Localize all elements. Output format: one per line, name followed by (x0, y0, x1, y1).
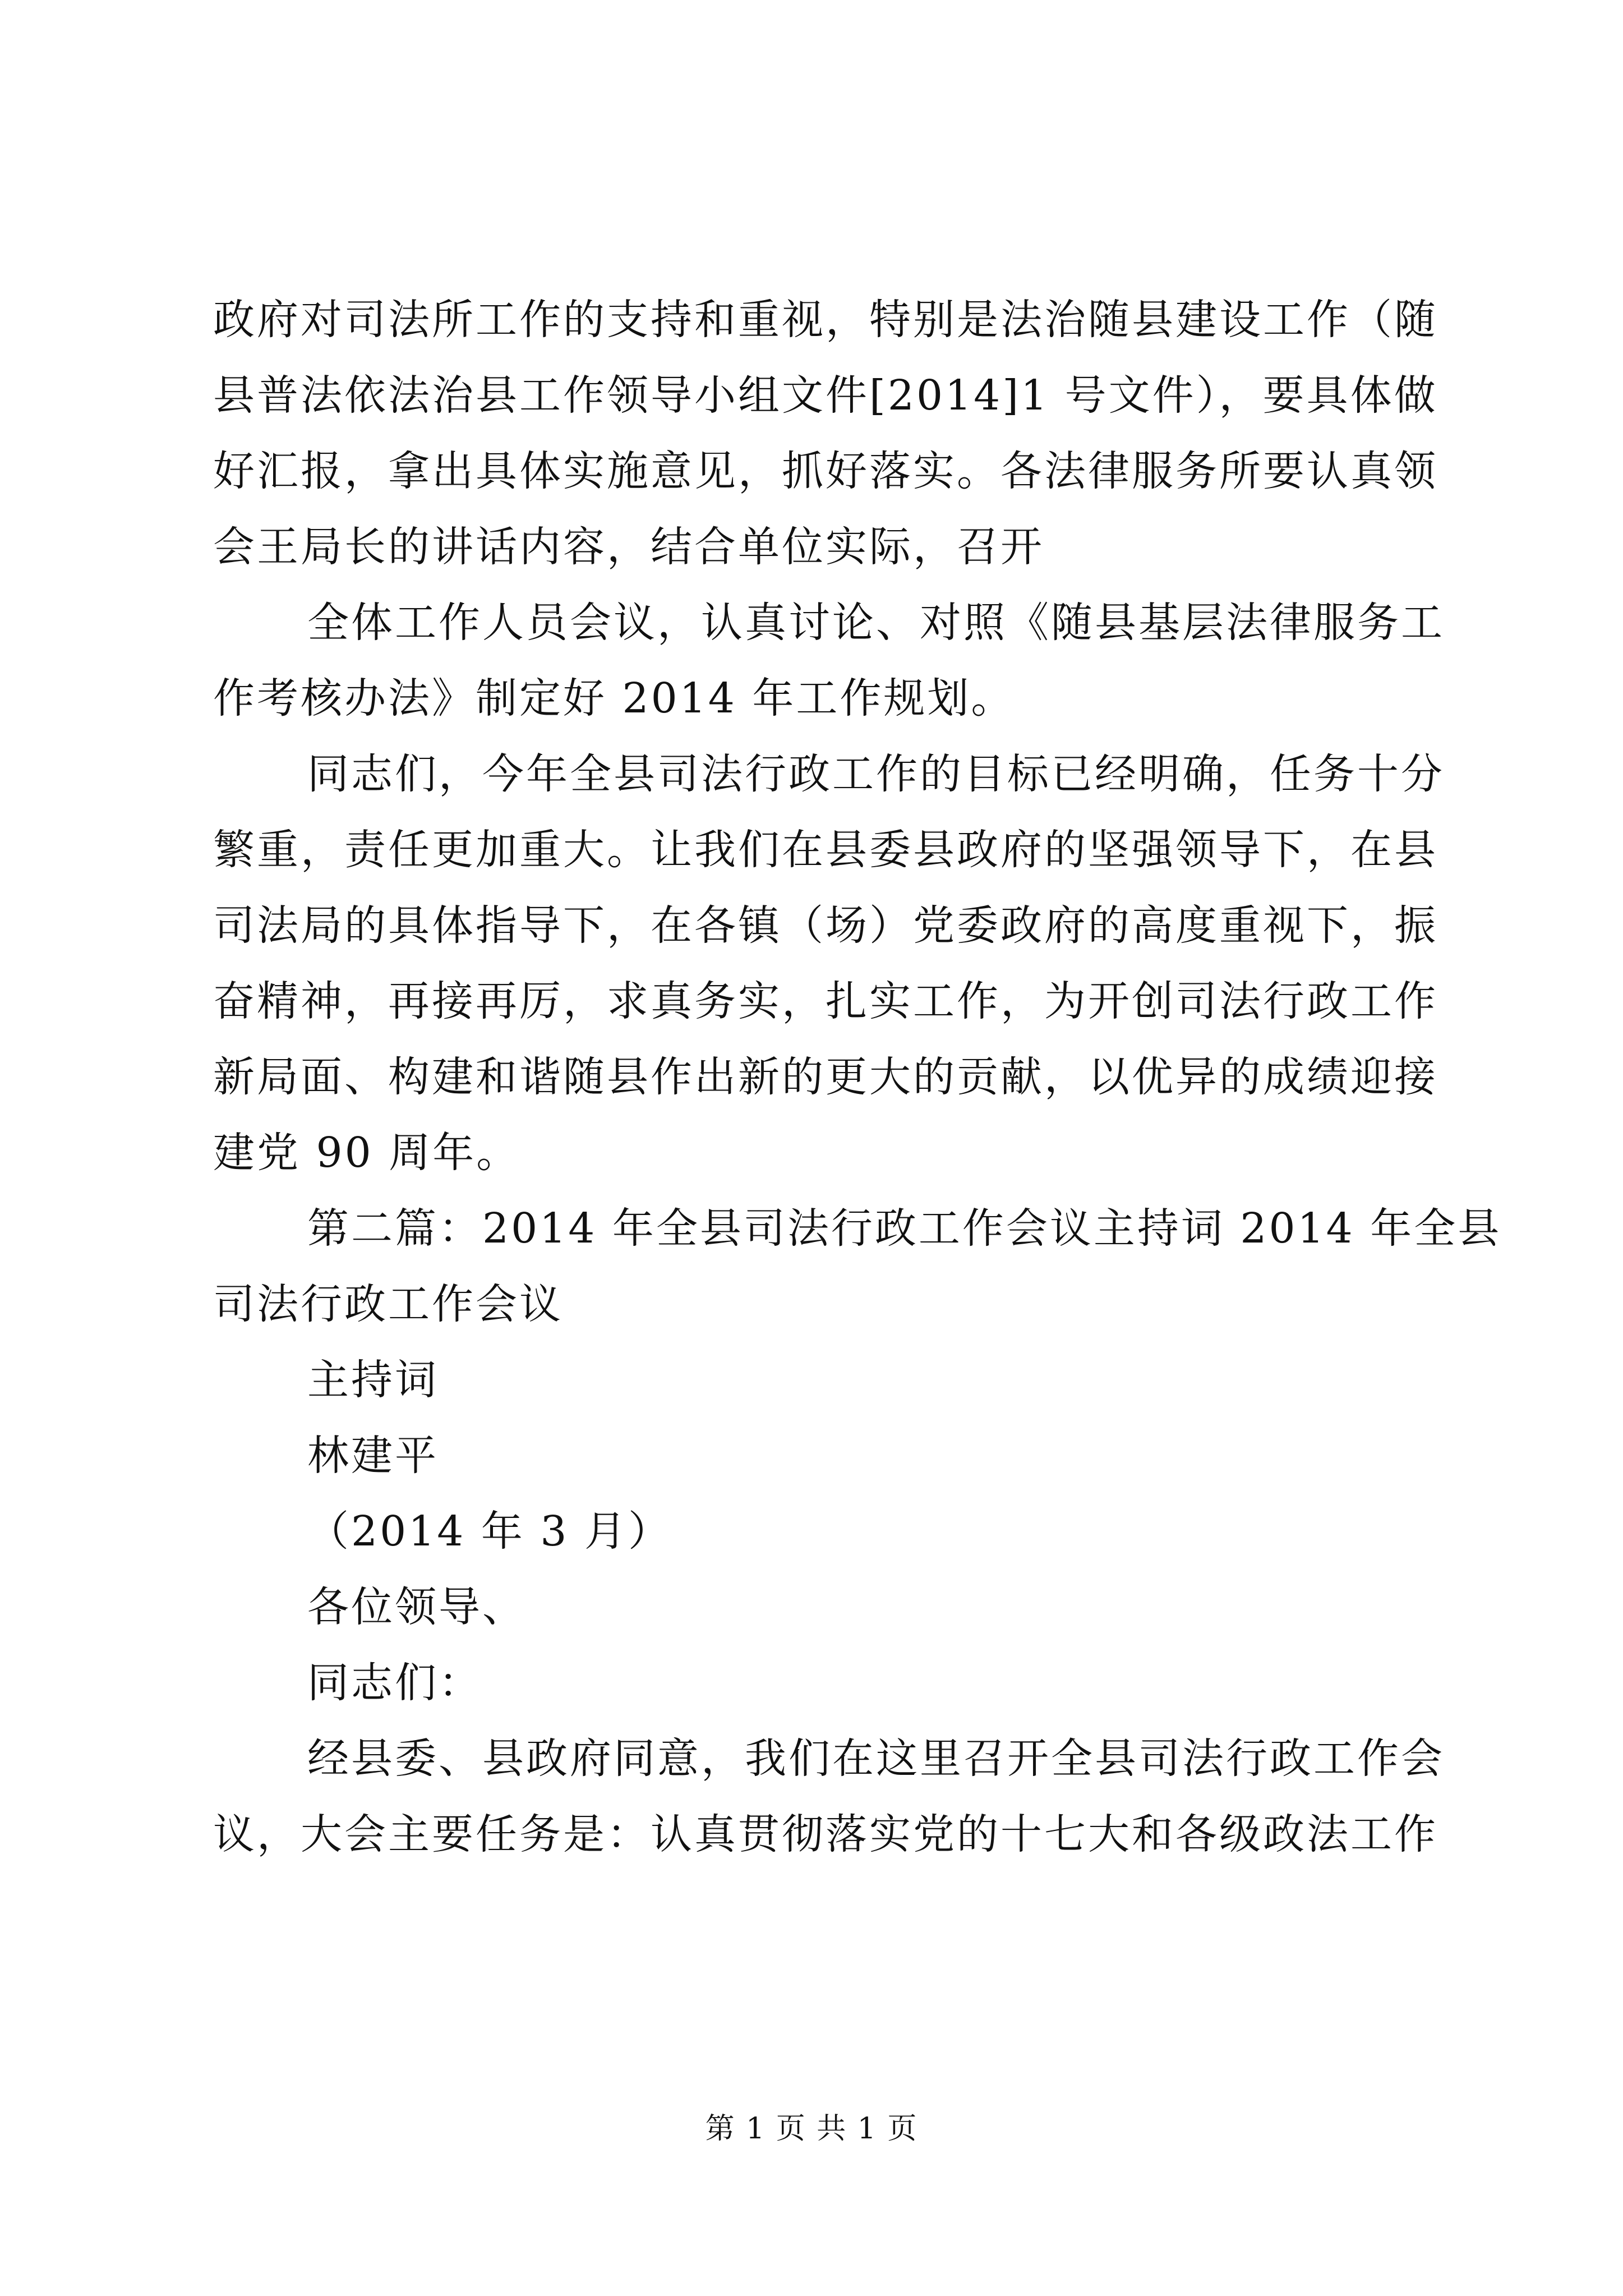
text-line: 奋精神，再接再厉，求真务实，扎实工作，为开创司法行政工作 (213, 977, 1438, 1025)
text-line: 建党 90 周年。 (213, 1129, 520, 1177)
text-line: 新局面、构建和谐随县作出新的更大的贡献，以优异的成绩迎接 (213, 1053, 1438, 1101)
salutation-line: 各位领导、 (307, 1583, 526, 1631)
text-line: 好汇报，拿出具体实施意见，抓好落实。各法律服务所要认真领 (213, 447, 1438, 495)
section-heading-line: 司法行政工作会议 (213, 1280, 563, 1328)
text-line: 作考核办法》制定好 2014 年工作规划。 (213, 674, 1015, 723)
text-line: 司法局的具体指导下，在各镇（场）党委政府的高度重视下，振 (213, 901, 1438, 950)
page-footer: 第 1 页 共 1 页 (705, 2112, 918, 2146)
section-heading-line: 第二篇：2014 年全县司法行政工作会议主持词 2014 年全县 (307, 1204, 1502, 1253)
text-line: 全体工作人员会议，认真讨论、对照《随县基层法律服务工 (307, 599, 1445, 647)
text-line: 议，大会主要任务是：认真贯彻落实党的十七大和各级政法工作 (213, 1810, 1438, 1858)
text-line: 会王局长的讲话内容，结合单位实际，召开 (213, 523, 1044, 571)
author-line: 林建平 (307, 1432, 439, 1480)
date-line: （2014 年 3 月） (307, 1507, 672, 1556)
text-line: 经县委、县政府同意，我们在这里召开全县司法行政工作会 (307, 1734, 1445, 1783)
text-line: 繁重，责任更加重大。让我们在县委县政府的坚强领导下，在县 (213, 826, 1438, 874)
text-line: 政府对司法所工作的支持和重视，特别是法治随县建设工作（随 (213, 296, 1438, 344)
text-line: 同志们，今年全县司法行政工作的目标已经明确，任务十分 (307, 750, 1445, 798)
subtitle-line: 主持词 (307, 1356, 439, 1404)
salutation-line: 同志们： (307, 1659, 482, 1707)
text-line: 县普法依法治县工作领导小组文件[2014]1 号文件），要具体做 (213, 371, 1438, 420)
